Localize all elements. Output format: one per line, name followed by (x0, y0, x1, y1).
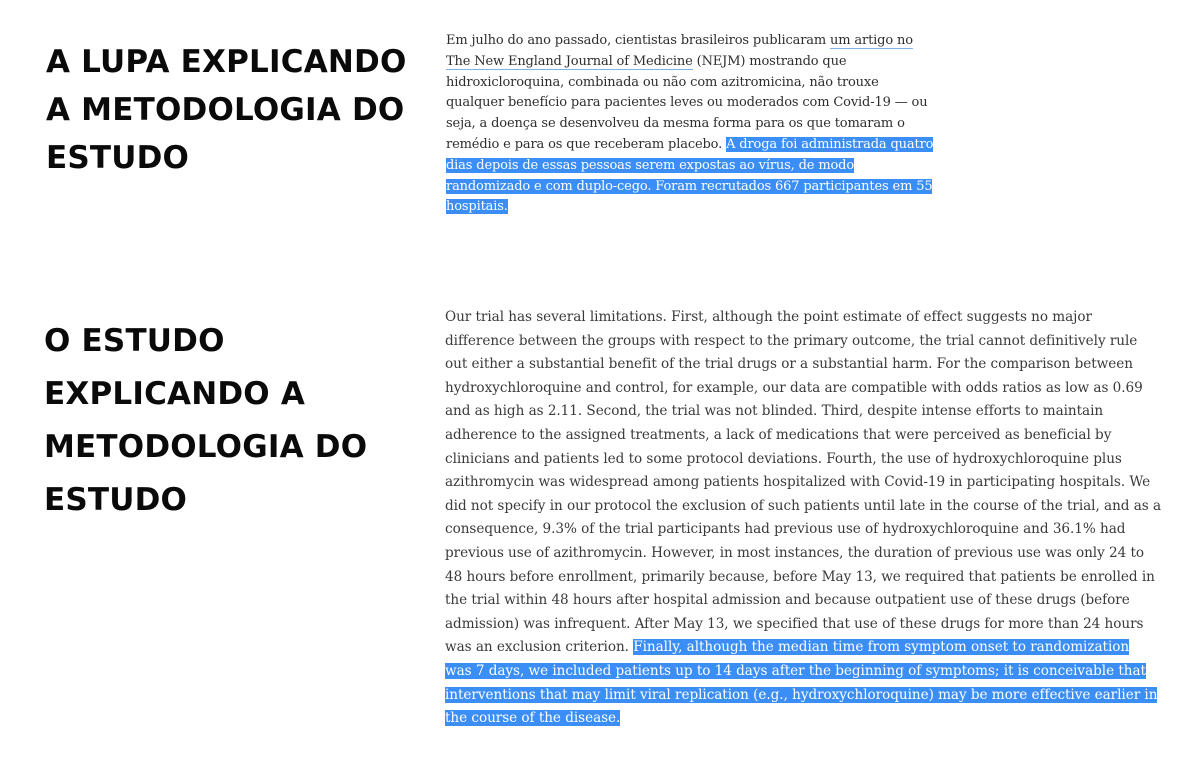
paragraph-line (445, 707, 1161, 731)
highlighted-text: interventions that may limit viral replication (e.g., hydroxychloroquine) may be more effective earlier in (445, 686, 1158, 703)
paragraph-line: out either a substantial benefit of the trial drugs or a substantial harm. For the comparison between (445, 356, 1133, 373)
estudo-heading-line: O ESTUDO (44, 323, 225, 359)
highlighted-text: randomizado e com duplo-cego. Foram recrutados 667 participantes em 55 (446, 178, 933, 194)
paragraph-line: hidroxicloroquina, combinada ou não com azitromicina, não trouxe (446, 74, 879, 90)
paragraph-line: 48 hours before enrollment, primarily because, before May 13, we required that patients be enrolled in (445, 568, 1155, 585)
paragraph-line: did not specify in our protocol the exclusion of such patients until late in the course of the trial, and as a (445, 497, 1161, 514)
highlighted-text: dias depois de essas pessoas serem expostas ao vírus, de modo (446, 157, 855, 173)
paragraph-line: previous use of azithromycin. However, in most instances, the duration of previous use was only 24 to (445, 544, 1145, 561)
text-run: remédio e para os que receberam placebo. (446, 136, 727, 152)
paragraph-line: and as high as 2.11. Second, the trial was not blinded. Third, despite intense efforts to maintain (445, 403, 1104, 420)
lupa-heading-line: A LUPA EXPLICANDO (46, 44, 407, 80)
paragraph-line (446, 135, 933, 156)
paragraph-line: azithromycin was widespread among patients hospitalized with Covid-19 in participating hospitals. We (445, 474, 1151, 491)
nejm-article-link[interactable]: um artigo no (830, 33, 913, 48)
nejm-journal-link[interactable]: The New England Journal of Medicine (446, 53, 693, 69)
estudo-paragraph (445, 306, 1161, 731)
paragraph-line (446, 31, 933, 52)
paragraph-line (446, 156, 933, 177)
text-run: (NEJM) mostrando que (692, 53, 847, 69)
paragraph-line (446, 197, 933, 218)
lupa-paragraph (446, 31, 933, 218)
paragraph-line: the trial within 48 hours after hospital admission and because outpatient use of these drugs (before (445, 592, 1130, 609)
lupa-heading-line: ESTUDO (46, 140, 190, 176)
highlighted-text: was 7 days, we included patients up to 14 days after the beginning of symptoms; it is conceivable that (445, 662, 1146, 679)
paragraph-line: hydroxychloroquine and control, for example, our data are compatible with odds ratios as low as 0.69 (445, 379, 1143, 396)
paragraph-line (445, 684, 1161, 708)
paragraph-line: qualquer benefício para pacientes leves ou moderados com Covid-19 — ou (446, 95, 928, 111)
estudo-heading (44, 315, 367, 527)
paragraph-line (445, 660, 1161, 684)
estudo-heading-line: ESTUDO (44, 482, 188, 518)
paragraph-line: seja, a doença se desenvolveu da mesma forma para os que tomaram o (446, 116, 905, 132)
paragraph-line: Our trial has several limitations. First, although the point estimate of effect suggests no major (445, 309, 1092, 325)
paragraph-line (446, 177, 933, 198)
lupa-heading-line: A METODOLOGIA DO (46, 92, 405, 128)
highlighted-text: Finally, although the median time from symptom onset to randomization (633, 639, 1130, 656)
lupa-heading (46, 38, 407, 182)
paragraph-line: clinicians and patients led to some protocol deviations. Fourth, the use of hydroxychloroquine plus (445, 450, 1122, 467)
paragraph-line: admission) was infrequent. After May 13, we specified that use of these drugs for more than 24 hours (445, 615, 1144, 632)
paragraph-line (446, 52, 933, 73)
paragraph-line: adherence to the assigned treatments, a lack of medications that were perceived as beneficial by (445, 426, 1112, 443)
text-run: Em julho do ano passado, cientistas brasileiros publicaram (446, 33, 831, 48)
estudo-heading-line: EXPLICANDO A (44, 376, 306, 412)
highlighted-text: A droga foi administrada quatro (726, 136, 934, 152)
estudo-heading-line: METODOLOGIA DO (44, 429, 368, 465)
paragraph-line (445, 636, 1161, 660)
paragraph-line: difference between the groups with respect to the primary outcome, the trial cannot definitively rule (445, 332, 1138, 349)
paragraph-line: consequence, 9.3% of the trial participants had previous use of hydroxychloroquine and 36.1% had (445, 521, 1126, 538)
text-run: was an exclusion criterion. (445, 639, 634, 656)
highlighted-text: the course of the disease. (445, 710, 621, 727)
highlighted-text: hospitais. (446, 199, 508, 215)
